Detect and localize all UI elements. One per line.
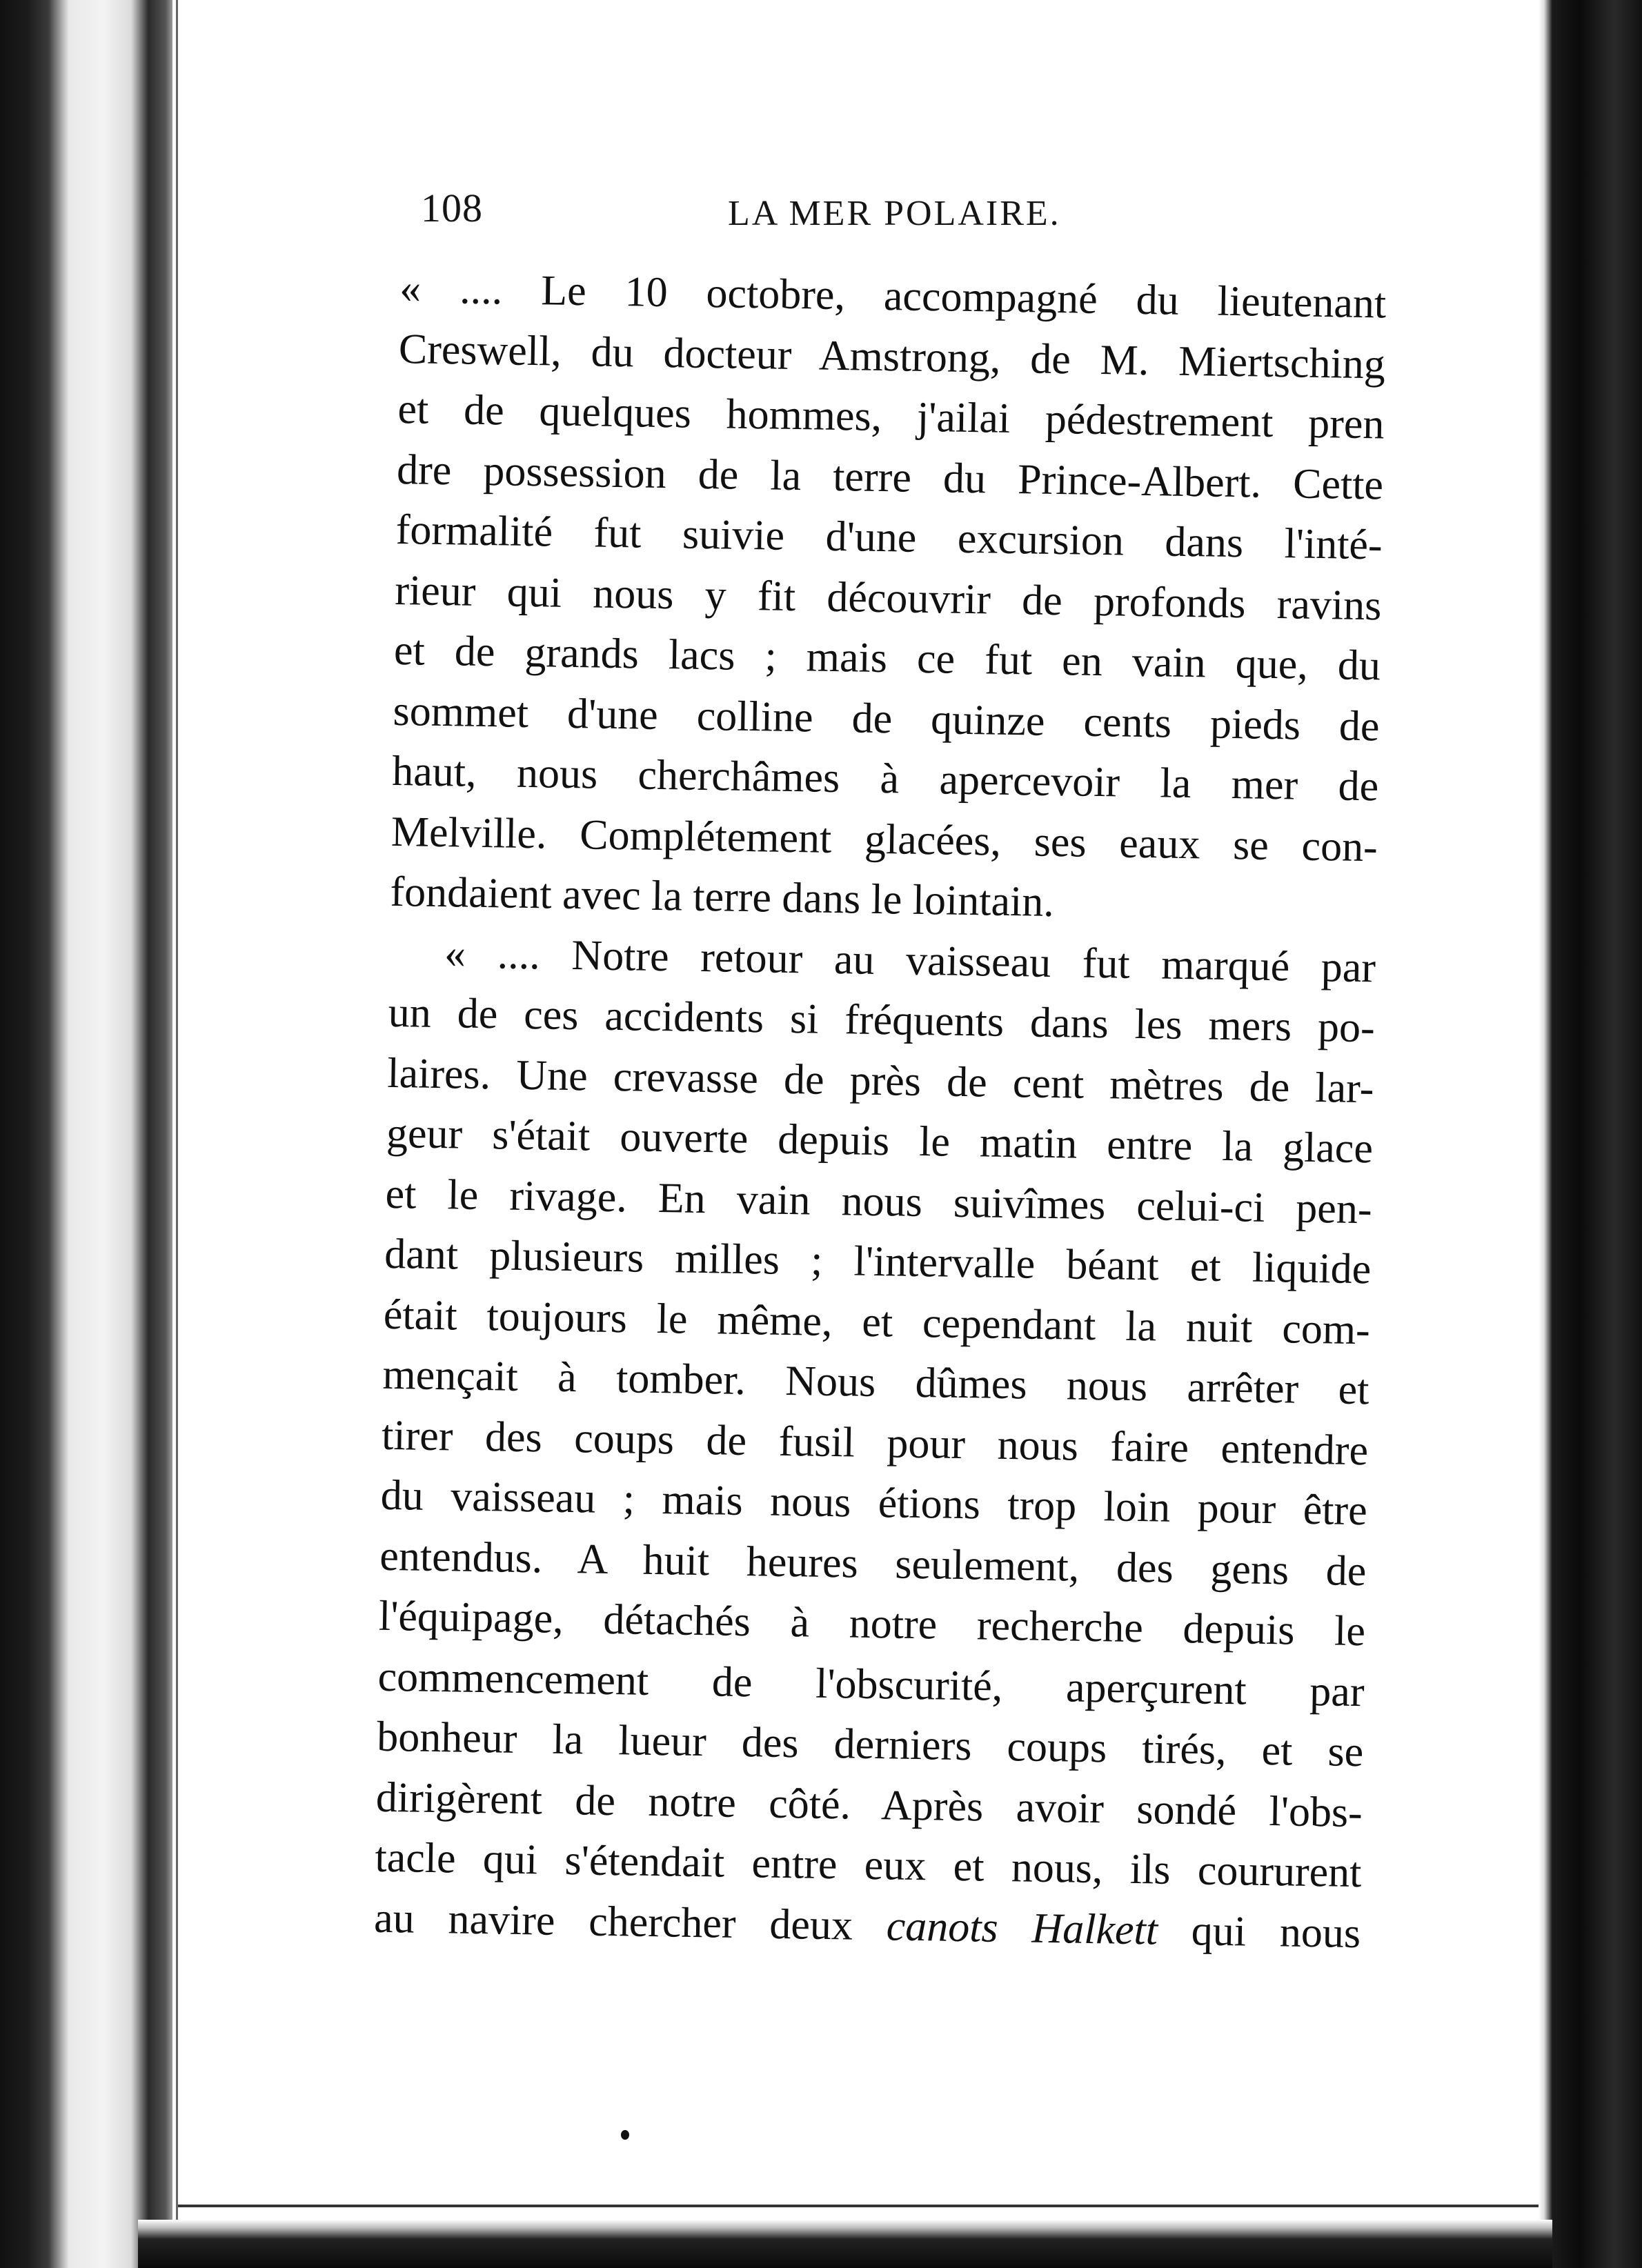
italic-term: canots Halkett [886,1902,1158,1954]
text-line: Creswell, du docteur Amstrong, de M. Miertsching [398,325,1386,388]
page-header [421,185,1387,254]
text-line: l'équipage, détachés à notre recherche depuis le [378,1592,1366,1655]
page-edge-right [1539,0,1642,2268]
body-text [374,259,1387,1964]
ink-speck [621,2130,629,2140]
running-title: LA MER POLAIRE. [728,194,1061,233]
text-line: et de quelques hommes, j'ailai pédestrement pren [397,385,1385,448]
text-line: mençait à tomber. Nous dûmes nous arrêter et [382,1351,1369,1414]
text-line: était toujours le même, et cependant la nuit com- [383,1291,1371,1353]
text-line: geur s'était ouverte depuis le matin entre la glace [386,1109,1374,1173]
text-line: formalité fut suivie d'une excursion dans l'inté- [395,506,1383,569]
text-line: Melville. Complétement glacées, ses eaux se con- [390,808,1378,871]
text-line: un de ces accidents si fréquents dans les mers po- [388,988,1376,1052]
text-segment: au navire chercher deux [373,1894,853,1949]
text-line: sommet d'une colline de quinze cents pieds de [393,687,1381,750]
text-line: et le rivage. En vain nous suivîmes celui-ci pen- [385,1170,1373,1233]
text-line: rieur qui nous y fit découvrir de profonds ravins [394,566,1382,629]
text-line: « .... Le 10 octobre, accompagné du lieutenant [399,264,1387,328]
text-line: tacle qui s'étendait entre eux et nous, ils coururent [375,1833,1362,1897]
text-line: entendus. A huit heures seulement, des gens de [379,1532,1367,1595]
page-number: 108 [421,186,483,230]
text-line: dre possession de la terre du Prince-Albert. Cette [396,446,1384,508]
text-line: laires. Une crevasse de près de cent mètres de lar- [386,1049,1374,1112]
text-line: dirigèrent de notre côté. Après avoir sondé l'obs- [375,1773,1363,1836]
text-line: commencement de l'obscurité, aperçurent par [377,1653,1365,1715]
text-line: fondaient avec la terre dans le lointain. [390,868,1055,926]
text-line: et de grands lacs ; mais ce fut en vain que, du [393,626,1381,690]
text-line: « .... Notre retour au vaisseau fut marqué par [444,929,1376,991]
page-edge-bottom [138,2220,1552,2268]
text-segment: qui nous [1191,1907,1361,1957]
text-line: haut, nous cherchâmes à apercevoir la mer de [391,747,1379,810]
text-line: dant plusieurs milles ; l'intervalle béant et liquide [384,1230,1372,1293]
text-line: du vaisseau ; mais nous étions trop loin pour être [380,1471,1368,1535]
text-line: tirer des coups de fusil pour nous faire entendre [381,1411,1369,1474]
text-line: bonheur la lueur des derniers coups tirés, et se [376,1713,1364,1776]
book-binding-left [0,0,172,2268]
